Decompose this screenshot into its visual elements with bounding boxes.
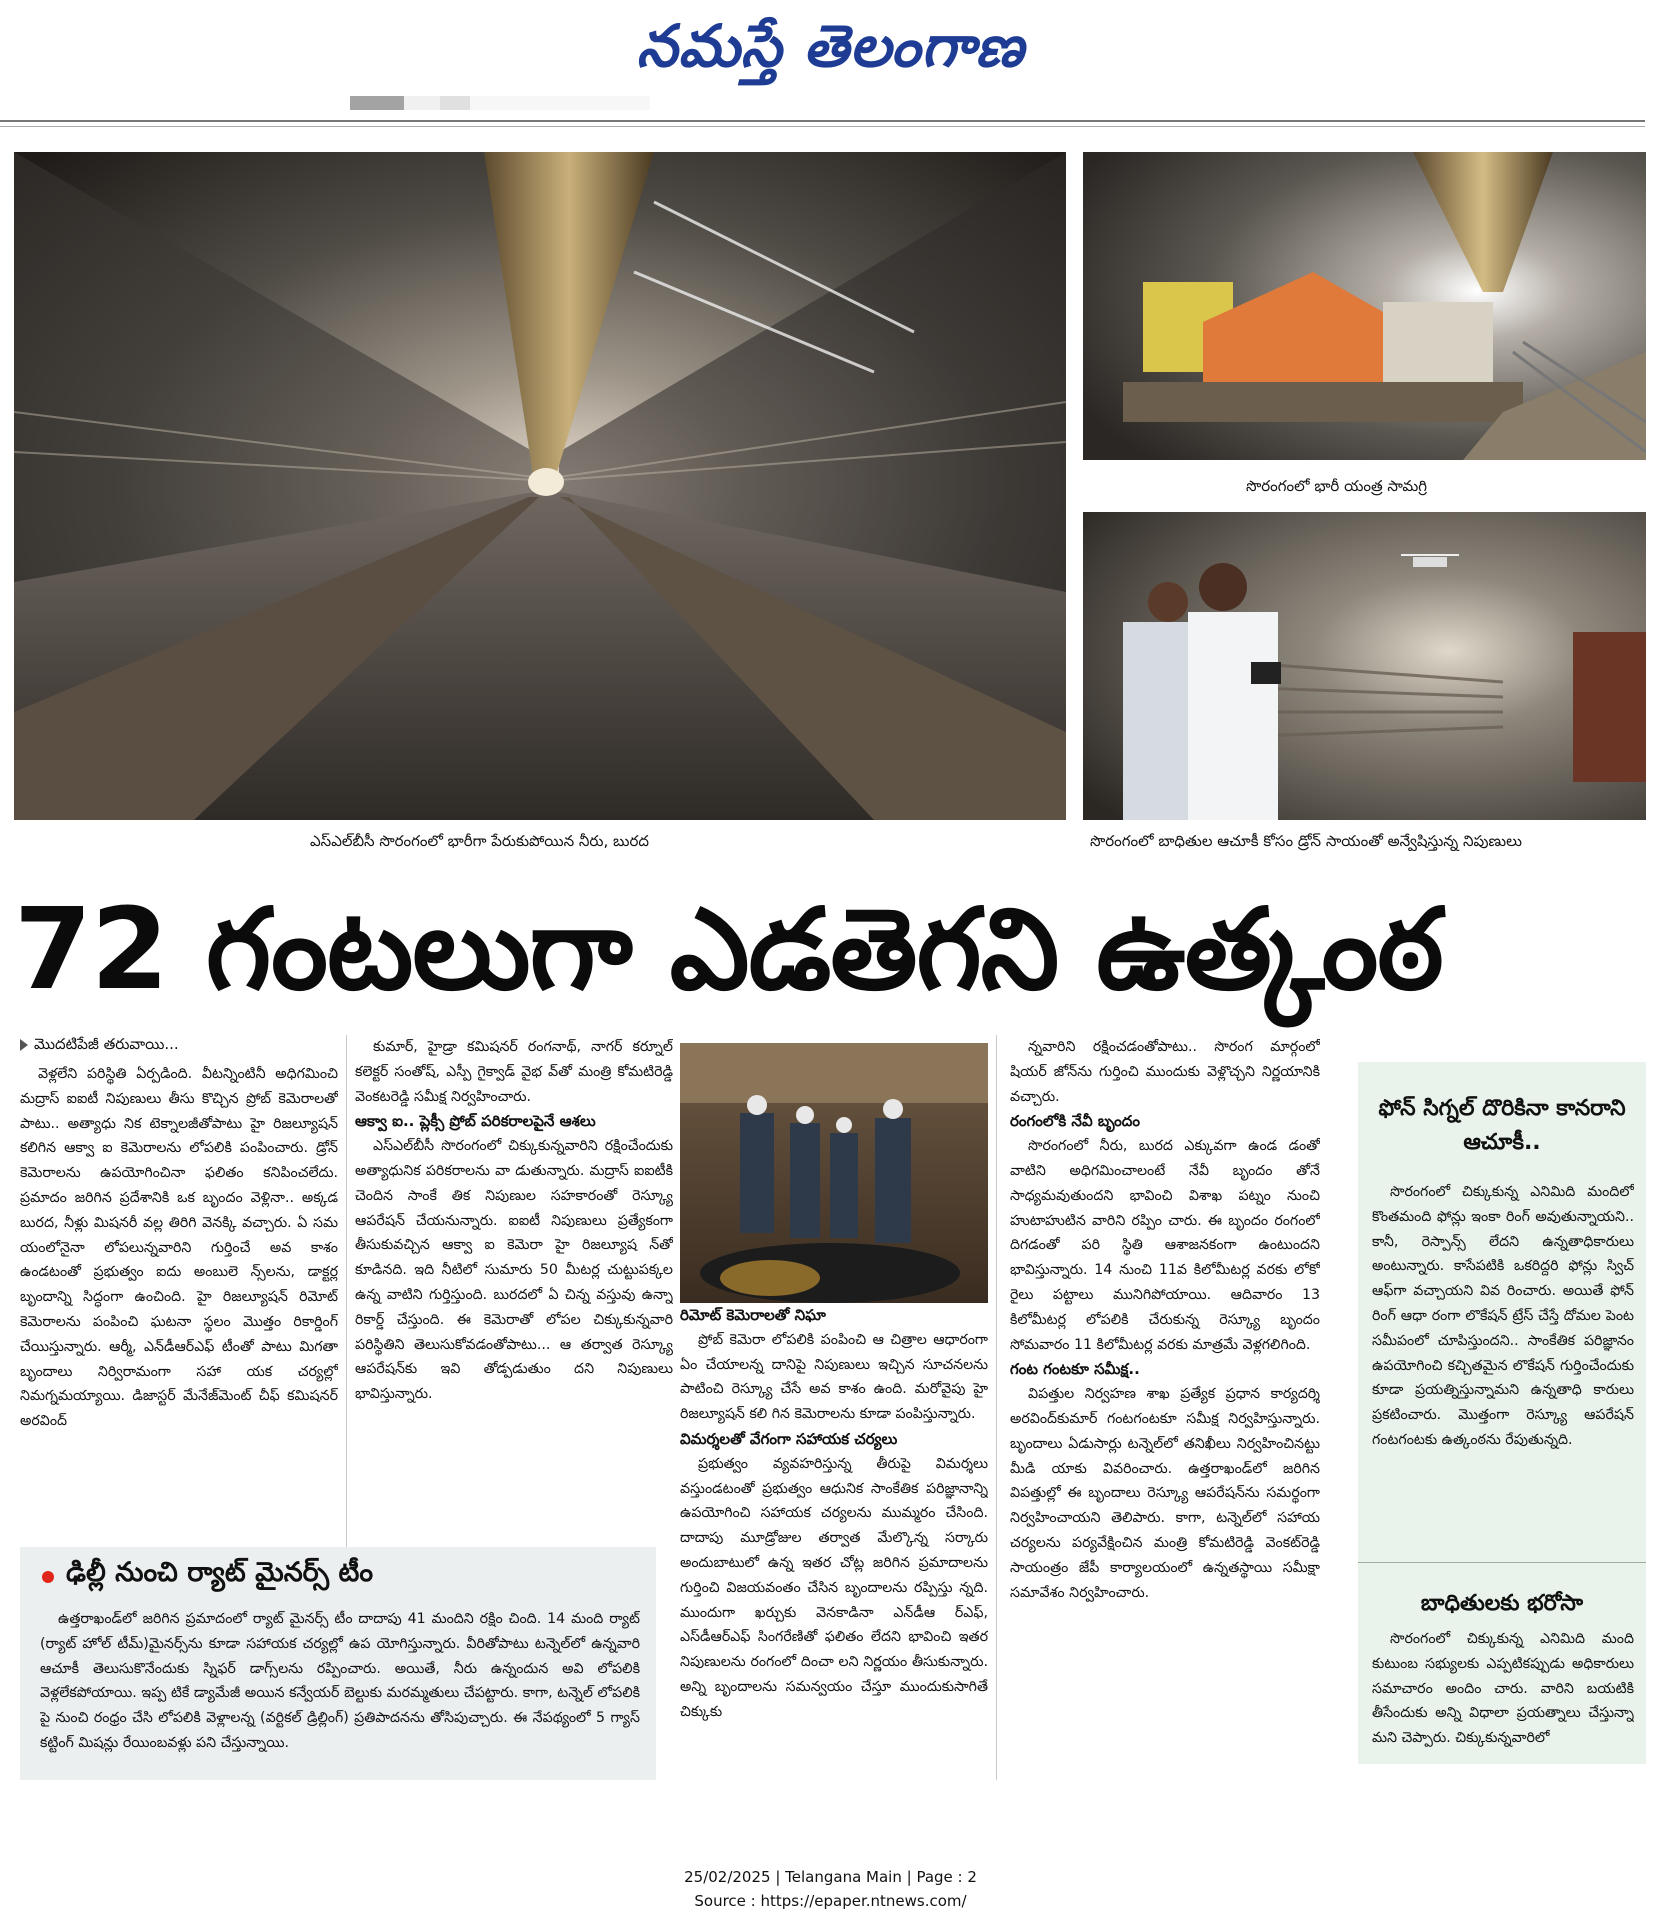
victims-assurance-text: సొరంగంలో చిక్కుకున్న ఎనిమిది మంది కుటుంబ సభ్యులకు ఎప్పటికప్పుడు అధికారులు సమాచారం అందిం చారు. వారిని బయటికి తీసేందుకు అన్ని విధాలా ప్రయత్నాలు చేస్తున్నా మని చెప్పారు. చిక్కుకున్నవారిలో [1372, 1631, 1634, 1747]
tunnel-water-photo [14, 152, 1066, 820]
rat-miners-heading [42, 1557, 373, 1595]
rat-miners-title: ఢిల్లీ నుంచి ర్యాట్ మైనర్స్ టీం [66, 1557, 374, 1588]
masthead [0, 0, 1661, 110]
column-2-text: కుమార్, హైడ్రా కమిషనర్ రంగనాథ్, నాగర్ కర్నూల్ కలెక్టర్ సంతోష్, ఎస్పీ గైక్వాడ్ వైభ వ్‌తో మంత్రి కోమటిరెడ్డి వెంకటరెడ్డి సమీక్ష నిర్వహించారు. [355, 1039, 673, 1105]
column-3-text-2: ప్రభుత్వం వ్యవహరిస్తున్న తీరుపై విమర్శలు వస్తుండటంతో ప్రభుత్వం ఆధునిక సాంకేతిక పరిజ్ఞానాన్ని ఉపయోగించి సహాయక చర్యలను ముమ్మరం చేసింది. దాదాపు మూడ్రోజుల తర్వాత మేల్కొన్న సర్కారు అందుబాటులో ఉన్న ఇతర చోట్ల జరిగిన ప్రమాదాలను గుర్తించి విజయవంతం చేసిన బృందాలను రప్పిస్తు న్నది. ముందుగా ఖర్చుకు వెనకాడినా ఎన్‌డీఆ ర్‌ఎఫ్, ఎస్‌డీఆర్‌ఎఫ్ సింగరేణితో ఫలితం లేదని భావించి ఇతర నిపుణులను రంగంలో దించా లని నిర్ణయం తీసుకున్నారు. అన్ని బృందాలను సమన్వయం చేస్తూ ముందుకుసాగితే చిక్కుకు [680, 1455, 988, 1720]
side-box-divider [1358, 1562, 1646, 1563]
arrow-right-icon [20, 1039, 28, 1051]
hourly-review-subhead: గంట గంటకూ సమీక్ష.. [1010, 1360, 1140, 1379]
column-4-text-3: విపత్తుల నిర్వహణ శాఖ ప్రత్యేక ప్రధాన కార్యదర్శి అరవింద్‌కుమార్ గంటగంటకూ సమీక్ష నిర్వహిస్తున్నారు. బృందాలు ఏడుసార్లు టన్నెల్‌లో తనిఖీలు నిర్వహించినట్టు మీడి యాకు వివరించారు. ఉత్తరాఖండ్‌లో జరిగిన విపత్తుల్లో ఈ బృందాలు రెస్క్యూ ఆపరేషన్‌ను సమర్థంగా నిర్వహించాయని తెలిపారు. కాగా, టన్నెల్‌లో సహాయ చర్యలను పర్యవేక్షించిన మంత్రి కోమటిరెడ్డి వెంకట్‌రెడ్డి సాయంత్రం జేపీ కార్యాలయంలో ఉన్నతస్థాయి సమీక్షా సమావేశం నిర్వహించారు. [1010, 1386, 1320, 1601]
drone-search-photo [1083, 512, 1646, 820]
masthead-rule [0, 120, 1645, 122]
column-1-text: వెళ్లలేని పరిస్థితి ఏర్పడింది. వీటన్నింటినీ అధిగమించి మద్రాస్ ఐఐటీ నిపుణులు తీసు కొచ్చిన ప్రోబ్ కెమెరాలతో పాటు.. అత్యాధు నిక టెక్నాలజీతోపాటు హై రిజల్యూషన్ కలిగిన ఆక్వా ఐ కెమెరాలను లోపలికి పంపించారు. డ్రోన్ కెమెరాలను ఉపయోగించినా ఫలితం కనిపించలేదు. ప్రమాదం జరిగిన ప్రదేశానికి ఒక బృందం వెళ్లినా.. అక్కడ బురద, నీళ్లు మిషనరీ వల్ల తిరిగి వెనక్కి వచ్చారు. ఏ సమ యంలోనైనా లోపలున్నవారిని గుర్తించే అవ కాశం ఉండటంతో ప్రభుత్వం ఐదు అంబులె న్స్‌లను, డాక్టర్ల బృందాన్ని సిద్ధంగా ఉంచింది. హై రిజల్యూషన్ రిమోట్ కెమెరాలను పంపించి ఘటనా స్థలం మొత్తం రికార్డింగ్ చేయిస్తున్నారు. ఆర్మీ, ఎన్‌డీఆర్‌ఎఫ్ టీంతో పాటు మిగతా బృందాలు నిర్విరామంగా సహా యక చర్యల్లో నిమగ్నమయ్యాయి. డిజాస్టర్ మేనేజ్‌మెంట్ చీఫ్ కమిషనర్ అరవింద్ [20, 1066, 338, 1430]
phone-signal-text: సొరంగంలో చిక్కుకున్న ఎనిమిది మందిలో కొంతమంది ఫోన్లు ఇంకా రింగ్ అవుతున్నాయని.. కానీ, రెస్పాన్స్ లేదని ఉన్నతాధికారులు అంటున్నారు. కాసేపటికి ఒకరిద్దరి ఫోన్లు స్విచ్ ఆఫ్‌గా వచ్చాయని వివ రించారు. అయితే ఫోన్ రింగ్ ఆధా రంగా లొకేషన్ ట్రేస్ చేస్తే దోమల పెంట సమీపంలో చూపిస్తుందని.. సాంకేతిక పరిజ్ఞానం ఉపయోగించి కచ్చితమైన లొకేషన్ గుర్తించేందుకు కూడా ప్రయత్నిస్తున్నామని ఉన్నతాధి కారులు ప్రకటించారు. మొత్తంగా రెస్క్యూ ఆపరేషన్ గంటగంటకు ఉత్కంఠను రేపుతున్నది. [1372, 1184, 1634, 1448]
phone-signal-body [1372, 1180, 1634, 1560]
article-column-4 [1010, 1035, 1320, 1780]
continued-marker [20, 1035, 179, 1057]
continued-label: మొదటిపేజీ తరువాయి... [34, 1035, 179, 1053]
footer-date-line: 25/02/2025 | Telangana Main | Page : 2 [684, 1868, 977, 1886]
column-4-text-2: సొరంగంలో నీరు, బురద ఎక్కువగా ఉండ డంతో వాటిని అధిగమించాలంటే నేవీ బృందం తోనే సాధ్యమవుతుందని భావించి విశాఖ పట్నం నుంచి హుటాహుటిన వారిని రప్పిం చారు. ఈ బృందం రంగంలో దిగడంతో పరి స్థితి ఆశాజనకంగా ఉంటుందని భావిస్తున్నారు. 14 నుంచి 11వ కిలోమీటర్ల వరకు లోకో రైలు పట్టాలు మునిగిపోయాయి. ఆదివారం 13 కిలోమీటర్ల లోపలికి చేరుకున్న రెస్క్యూ బృందం సోమవారం 11 కిలోమీటర్ల వరకు మాత్రమే వెళ్లగలిగింది. [1010, 1138, 1320, 1353]
rescue-team-photo [680, 1043, 988, 1303]
article-column-3 [680, 1303, 988, 1778]
main-photo-caption: ఎస్‌ఎల్‌బీసీ సొరంగంలో భారీగా పేరుకుపోయిన నీరు, బురద [310, 832, 649, 850]
masthead-rule-thin [0, 126, 1645, 127]
column-2-text-2: ఎస్‌ఎల్‌బీసీ సొరంగంలో చిక్కుకున్నవారిని రక్షించేందుకు అత్యాధునిక పరికరాలను వా డుతున్నారు. మద్రాస్ ఐఐటీకి చెందిన సాంకే తిక నిపుణుల సహకారంతో రెస్క్యూ ఆపరేషన్ చేయనున్నారు. ఐఐటీ నిపుణులు ప్రత్యేకంగా తీసుకువచ్చిన ఆక్వా ఐ కెమెరా హై రిజల్యూష న్‌తో కూడినది. ఇది నీటిలో సుమారు 50 మీటర్ల చుట్టుపక్కల ఉన్న వాటిని గుర్తిస్తుంది. బురదలో ఏ చిన్న వస్తువు ఉన్నా రికార్డ్ చేస్తుంది. ఈ కెమెరాతో లోపల చిక్కుకున్నవారి పరిస్థితిని తెలుసుకోవడంతోపాటు... ఆ తర్వాత రెస్క్యూ ఆపరేషన్‌కు ఇవి తోడ్పడుతుం దని నిపుణులు భావిస్తున్నారు. [355, 1138, 673, 1403]
red-dot-icon [42, 1571, 54, 1583]
remote-camera-caption: రిమోట్ కెమెరాలతో నిఘా [680, 1306, 826, 1324]
aqua-eye-subhead: ఆక్వా ఐ.. ప్లెక్సీ ప్రోబ్ పరికరాలపైనే ఆశలు [355, 1112, 596, 1131]
column-3-text: ప్రోబ్ కెమెరా లోపలికి పంపించి ఆ చిత్రాల ఆధారంగా ఏం చేయాలన్న దానిపై నిపుణులు ఇచ్చిన సూచనలను పాటించి రెస్క్యూ చేసే అవ కాశం ఉంది. మరోవైపు హై రిజల్యూషన్ కలి గిన కెమెరాలను కూడా పంపిస్తున్నారు. [680, 1331, 988, 1423]
newspaper-title: నమస్తే తెలంగాణ [636, 12, 1025, 80]
victims-assurance-title: బాధితులకు భరోసా [1420, 1591, 1584, 1616]
rat-miners-body [40, 1607, 640, 1767]
column-divider [996, 1035, 997, 1780]
rat-miners-box [20, 1547, 656, 1772]
masthead-residual-strip [350, 96, 650, 110]
phone-signal-title: ఫోన్ సిగ్నల్ దొరికినా కానరాని ఆచూకీ.. [1378, 1096, 1626, 1155]
victims-assurance-body [1372, 1627, 1634, 1757]
machinery-photo-caption: సొరంగంలో భారీ యంత్ర సామగ్రి [1246, 477, 1428, 495]
machinery-photo [1083, 152, 1646, 460]
rat-miners-text: ఉత్తరాఖండ్‌లో జరిగిన ప్రమాదంలో ర్యాట్ మైనర్స్ టీం దాదాపు 41 మందిని రక్షిం చింది. 14 మంది ర్యాట్ (ర్యాట్ హోల్ టీమ్)మైనర్స్‌ను కూడా సహాయక చర్యల్లో ఉప యోగిస్తున్నారు. వీరితోపాటు టన్నెల్‌లో ఉన్నవారి ఆచూకీ తెలుసుకొనేందుకు స్నిఫర్ డాగ్స్‌లను రప్పించారు. అయితే, నీరు ఉన్నందున అవి లోపలికి వెళ్లలేకపోయాయి. ఇప్ప టికే డ్యామేజీ అయిన కన్వేయర్ బెల్టుకు మరమ్మతులు చేపట్టారు. కాగా, టన్నెల్ లోపలికి పై నుంచి రంధ్రం చేసి లోపలికి వెళ్లాలన్న (వర్టికల్ డ్రిల్లింగ్) ప్రతిపాదనను తోసిపుచ్చారు. ఈ నేపథ్యంలో 5 గ్యాస్ కట్టింగ్ మిషన్లు రేయింబవళ్లు పని చేస్తున్నాయి. [40, 1611, 640, 1751]
drone-photo-caption: సొరంగంలో బాధితుల ఆచూకీ కోసం డ్రోన్ సాయంతో అన్వేషిస్తున్న నిపుణులు [1090, 832, 1522, 850]
footer-source-line: Source : https://epaper.ntnews.com/ [694, 1892, 967, 1910]
criticism-subhead: విమర్శలతో వేగంగా సహాయక చర్యలు [680, 1429, 898, 1448]
navy-team-subhead: రంగంలోకి నేవీ బృందం [1010, 1112, 1140, 1131]
main-headline: 72 గంటలుగా ఎడతెగని ఉత్కంఠ [14, 885, 1443, 1015]
column-4-text: న్నవారిని రక్షించడంతోపాటు.. సొరంగ మార్గంలో షియర్ జోన్‌ను గుర్తించి ముందుకు వెళ్లొచ్చని నిర్ణయానికి వచ్చారు. [1010, 1039, 1320, 1105]
side-box [1358, 1062, 1646, 1764]
